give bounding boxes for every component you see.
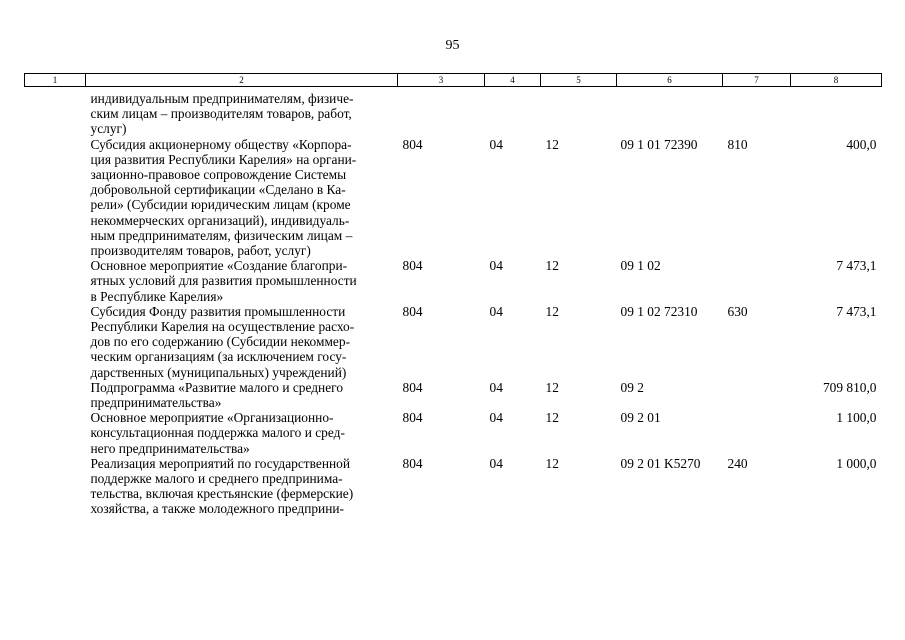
name-line: Подпрограмма «Развитие малого и среднего xyxy=(90,379,344,395)
cell-section: 04 xyxy=(489,455,503,471)
name-line: в Республике Карелия» xyxy=(90,288,224,304)
table-row xyxy=(25,87,882,137)
cell-subsection: 12 xyxy=(545,303,559,319)
cell-subsection: 12 xyxy=(545,258,559,274)
cell-amount: 709 810,0 xyxy=(822,379,877,395)
name-line: производителям товаров, работ, услуг) xyxy=(90,243,311,259)
header-col-5: 5 xyxy=(541,74,617,87)
cell-ministry-code: 804 xyxy=(402,379,423,395)
cell-ministry-code: 804 xyxy=(402,136,423,152)
cell-name xyxy=(86,137,398,259)
table-body xyxy=(25,87,882,517)
name-line: добровольной сертификации «Сделано в Ка- xyxy=(90,182,346,198)
cell-section: 04 xyxy=(489,258,503,274)
cell-col-1 xyxy=(25,304,86,380)
cell-ministry-code xyxy=(398,87,485,137)
name-line: индивидуальным предпринимателям, физиче- xyxy=(90,91,354,106)
cell-target-article: 09 2 01 xyxy=(620,410,661,426)
cell-target-article: 09 2 01 K5270 xyxy=(620,455,701,471)
name-line: предпринимательства» xyxy=(90,395,222,411)
cell-name xyxy=(86,380,398,410)
name-line: зационно-правовое сопровождение Системы xyxy=(90,167,347,183)
cell-name xyxy=(86,87,398,137)
name-line: дов по его содержанию (Субсидии некоммер- xyxy=(90,334,351,350)
cell-expense-type: 810 xyxy=(727,136,748,152)
table-row xyxy=(25,304,882,380)
cell-name xyxy=(86,410,398,456)
name-line: рели» (Субсидии юридическим лицам (кроме xyxy=(90,197,351,213)
cell-subsection: 12 xyxy=(545,455,559,471)
cell-target-article: 09 1 02 72310 xyxy=(620,303,698,319)
cell-subsection: 12 xyxy=(545,136,559,152)
cell-expense-type xyxy=(723,410,791,456)
name-line: Реализация мероприятий по государственной xyxy=(90,455,351,471)
cell-col-1 xyxy=(25,380,86,410)
cell-expense-type: 630 xyxy=(727,303,748,319)
cell-section: 04 xyxy=(489,379,503,395)
cell-expense-type xyxy=(723,380,791,410)
header-col-4: 4 xyxy=(485,74,541,87)
cell-expense-type: 240 xyxy=(727,455,748,471)
header-col-1: 1 xyxy=(25,74,86,87)
header-col-6: 6 xyxy=(617,74,723,87)
name-line: Основное мероприятие «Организационно- xyxy=(90,410,334,426)
header-row xyxy=(25,74,882,87)
cell-ministry-code: 804 xyxy=(402,258,423,274)
cell-col-1 xyxy=(25,87,86,137)
cell-amount: 7 473,1 xyxy=(836,258,877,274)
header-col-7: 7 xyxy=(723,74,791,87)
cell-target-article xyxy=(617,87,723,137)
name-line: ятных условий для развития промышленности xyxy=(90,273,357,289)
cell-target-article: 09 2 xyxy=(620,379,644,395)
name-line: Субсидия Фонду развития промышленности xyxy=(90,303,346,319)
cell-name xyxy=(86,304,398,380)
cell-section: 04 xyxy=(489,303,503,319)
cell-col-1 xyxy=(25,258,86,304)
cell-subsection: 12 xyxy=(545,410,559,426)
table-row xyxy=(25,456,882,517)
cell-ministry-code: 804 xyxy=(402,410,423,426)
cell-expense-type xyxy=(723,87,791,137)
cell-name xyxy=(86,258,398,304)
name-line: него предпринимательства» xyxy=(90,440,250,456)
name-line: ным предпринимателям, физическим лицам – xyxy=(90,227,353,243)
cell-col-1 xyxy=(25,137,86,259)
cell-section xyxy=(485,87,541,137)
name-line: Основное мероприятие «Создание благопри- xyxy=(90,258,348,274)
cell-target-article: 09 1 02 xyxy=(620,258,661,274)
cell-section: 04 xyxy=(489,410,503,426)
name-line: тельства, включая крестьянские (фермерские) xyxy=(90,486,354,502)
name-line: ция развития Республики Карелия» на органи- xyxy=(90,151,357,167)
name-line: поддержке малого и среднего предпринима- xyxy=(90,471,343,487)
cell-amount: 400,0 xyxy=(846,136,877,152)
cell-amount: 1 000,0 xyxy=(836,455,877,471)
cell-ministry-code: 804 xyxy=(402,455,423,471)
cell-expense-type xyxy=(723,258,791,304)
name-line: Субсидия акционерному обществу «Корпора- xyxy=(90,136,352,152)
cell-name xyxy=(86,456,398,517)
cell-subsection: 12 xyxy=(545,379,559,395)
cell-amount: 7 473,1 xyxy=(836,303,877,319)
table-row xyxy=(25,137,882,259)
cell-amount: 1 100,0 xyxy=(836,410,877,426)
table-row xyxy=(25,258,882,304)
header-col-2: 2 xyxy=(86,74,398,87)
cell-subsection xyxy=(541,87,617,137)
cell-col-1 xyxy=(25,456,86,517)
name-line: хозяйства, а также молодежного предприни- xyxy=(90,501,345,517)
name-line: услуг) xyxy=(90,121,127,137)
table-header xyxy=(25,74,882,87)
cell-amount xyxy=(791,87,882,137)
name-line: некоммерческих организаций), индивидуаль- xyxy=(90,212,350,228)
name-line: Республики Карелия на осуществление расхо- xyxy=(90,319,355,335)
header-col-3: 3 xyxy=(398,74,485,87)
name-line: консультационная поддержка малого и сред- xyxy=(90,425,345,441)
cell-target-article: 09 1 01 72390 xyxy=(620,136,698,152)
page-number: 95 xyxy=(445,38,460,53)
table-row xyxy=(25,410,882,456)
name-line: дарственных (муниципальных) учреждений) xyxy=(90,364,347,380)
header-col-8: 8 xyxy=(791,74,882,87)
table-row xyxy=(25,380,882,410)
cell-ministry-code: 804 xyxy=(402,303,423,319)
budget-table xyxy=(24,73,882,517)
name-line: ческим организациям (за исключением госу- xyxy=(90,349,347,365)
cell-section: 04 xyxy=(489,136,503,152)
name-line: ским лицам – производителям товаров, работ, xyxy=(90,106,352,122)
cell-col-1 xyxy=(25,410,86,456)
